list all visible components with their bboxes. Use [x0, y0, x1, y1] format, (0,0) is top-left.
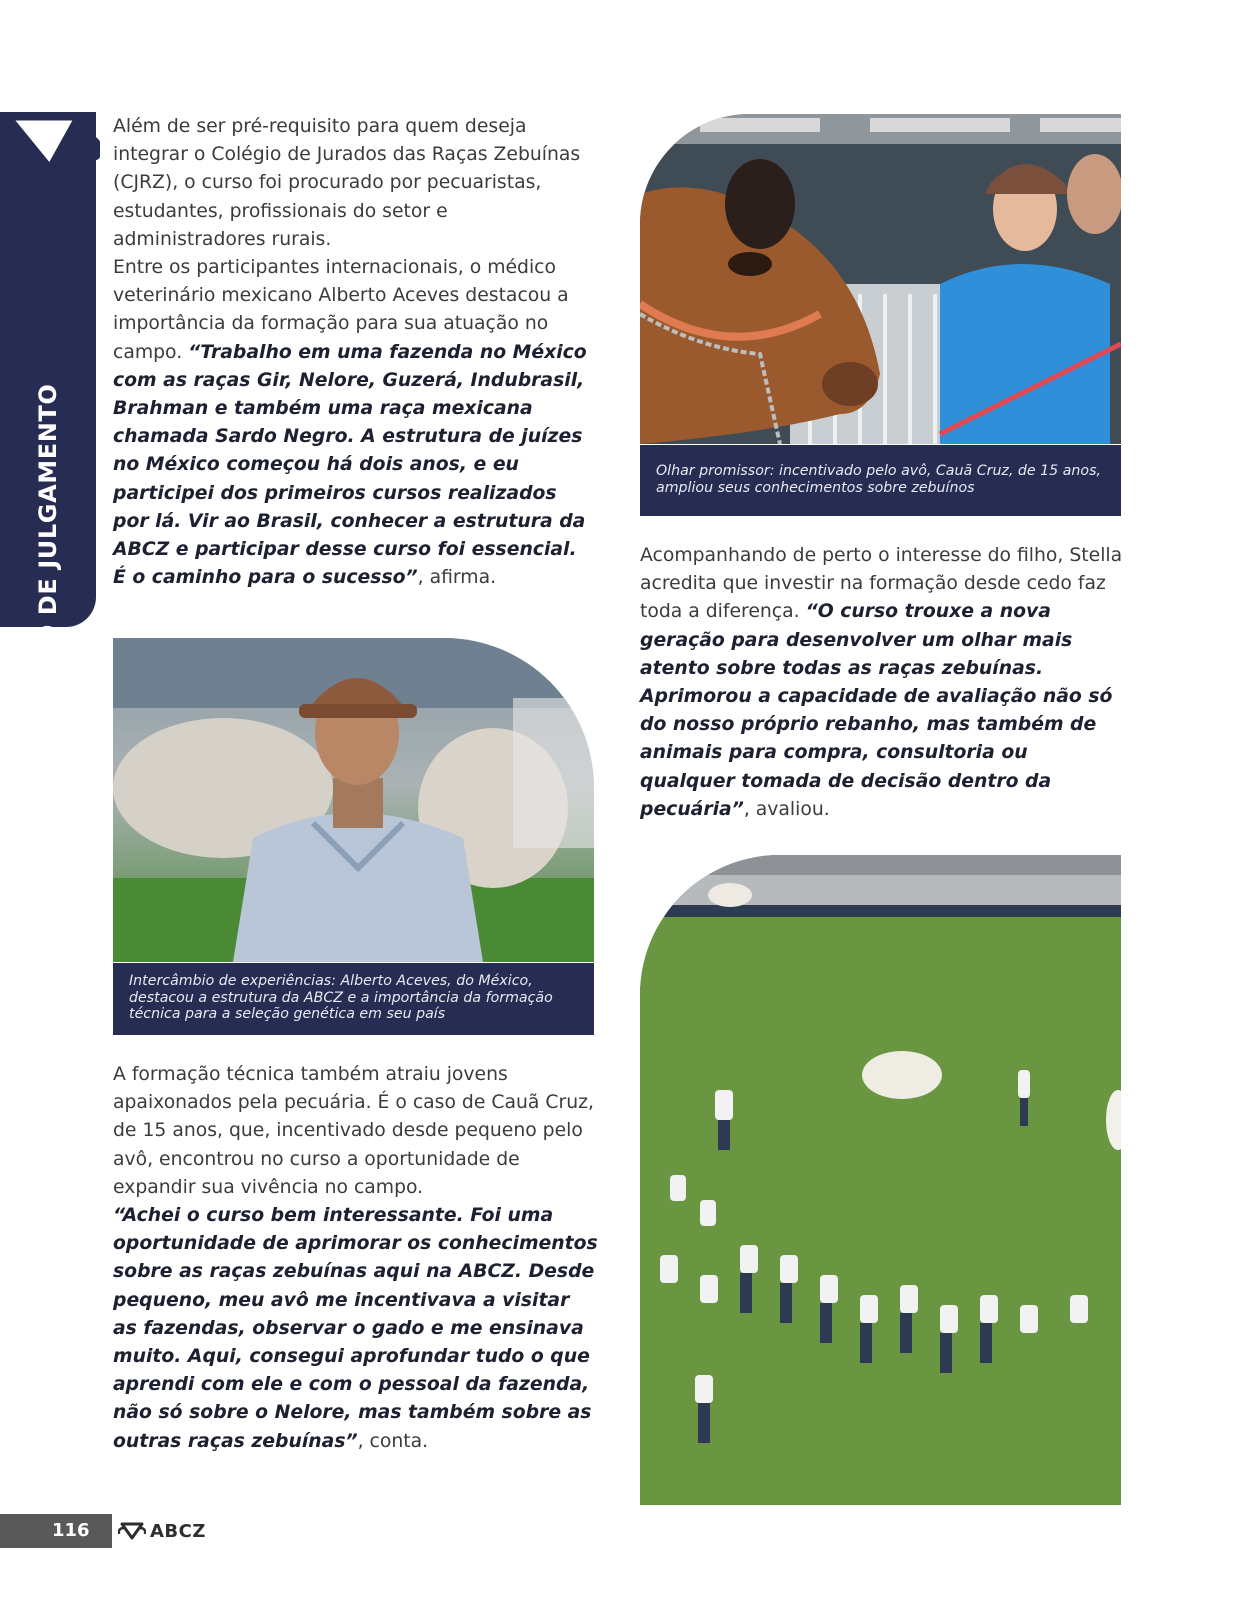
abcz-emblem-icon	[0, 112, 100, 182]
photo-caua-cruz	[640, 114, 1121, 444]
caption-alberto-aceves: Intercâmbio de experiências: Alberto Aceves, do México, destacou a estrutura da ABCZ e a importância da formação técnica para a seleção genética em seu país	[113, 963, 594, 1035]
quote-stella: “O curso trouxe a nova geração para desenvolver um olhar mais atento sobre todas as raças zebuínas. Aprimorou a capacidade de avaliação não só do nosso próprio rebanho, mas também de animais para compra, consultoria ou qualquer tomada de decisão dentro da pecuária”	[640, 601, 1113, 820]
footer-logo-text: ABCZ	[150, 1520, 206, 1542]
paragraph-caua-quote	[113, 1202, 598, 1456]
photo-arena-aerial	[640, 855, 1121, 1505]
paragraph-end: , conta.	[357, 1430, 429, 1452]
quote-aceves: “Trabalho em uma fazenda no México com as raças Gir, Nelore, Guzerá, Indubrasil, Brahman e também uma raça mexicana chamada Sardo Negro. A estrutura de juízes no México começou há dois anos, e eu participei dos primeiros cursos realizados por lá. Vir ao Brasil, conhecer a estrutura da ABCZ e participar desse curso foi essencial. É o caminho para o sucesso”	[113, 341, 587, 589]
paragraph-aceves	[113, 254, 593, 592]
paragraph-intro: Além de ser pré-requisito para quem deseja integrar o Colégio de Jurados das Raças Zebuínas (CJRZ), o curso foi procurado por pecuaristas, estudantes, profissionais do setor e administradores rurais.	[113, 116, 581, 250]
footer-logo	[118, 1518, 206, 1544]
paragraph-text: Entre os participantes internacionais, o médico veterinário mexicano Alberto Aceves destacou a importância da formação para sua atuação no campo.	[113, 257, 569, 363]
paragraph-caua: A formação técnica também atraiu jovens apaixonados pela pecuária. É o caso de Cauã Cruz, de 15 anos, que, incentivado desde pequeno pelo avô, encontrou no curso a oportunidade de expandir sua vivência no campo.	[113, 1064, 594, 1198]
section-side-tab	[0, 112, 96, 721]
portrait-image	[113, 638, 594, 962]
paragraph-stella	[640, 542, 1126, 824]
left-column-bottom	[113, 1061, 598, 1456]
section-title: CURSO DE JULGAMENTO	[34, 383, 62, 721]
arena-image	[640, 855, 1121, 1505]
left-column-top	[113, 113, 593, 592]
paragraph-end: , avaliou.	[743, 798, 830, 820]
caption-caua-cruz: Olhar promissor: incentivado pelo avô, Cauã Cruz, de 15 anos, ampliou seus conhecimentos sobre zebuínos	[640, 445, 1121, 516]
paragraph-end: , afirma.	[417, 567, 497, 589]
right-column-text	[640, 542, 1126, 824]
cattle-boy-image	[640, 114, 1121, 444]
photo-alberto-aceves	[113, 638, 594, 962]
quote-caua: “Achei o curso bem interessante. Foi uma oportunidade de aprimorar os conhecimentos sobre as raças zebuínas aqui na ABCZ. Desde pequeno, meu avô me incentivava a visitar as fazendas, observar o gado e me ensinava muito. Aqui, consegui aprofundar tudo o que aprendi com ele e com o pessoal da fazenda, não só sobre o Nelore, mas também sobre as outras raças zebuínas”	[113, 1205, 598, 1452]
page-number: 116	[52, 1520, 90, 1541]
abcz-logo-icon	[118, 1522, 146, 1540]
paragraph-text: Acompanhando de perto o interesse do filho, Stella acredita que investir na formação desde cedo faz toda a diferença.	[640, 545, 1123, 623]
